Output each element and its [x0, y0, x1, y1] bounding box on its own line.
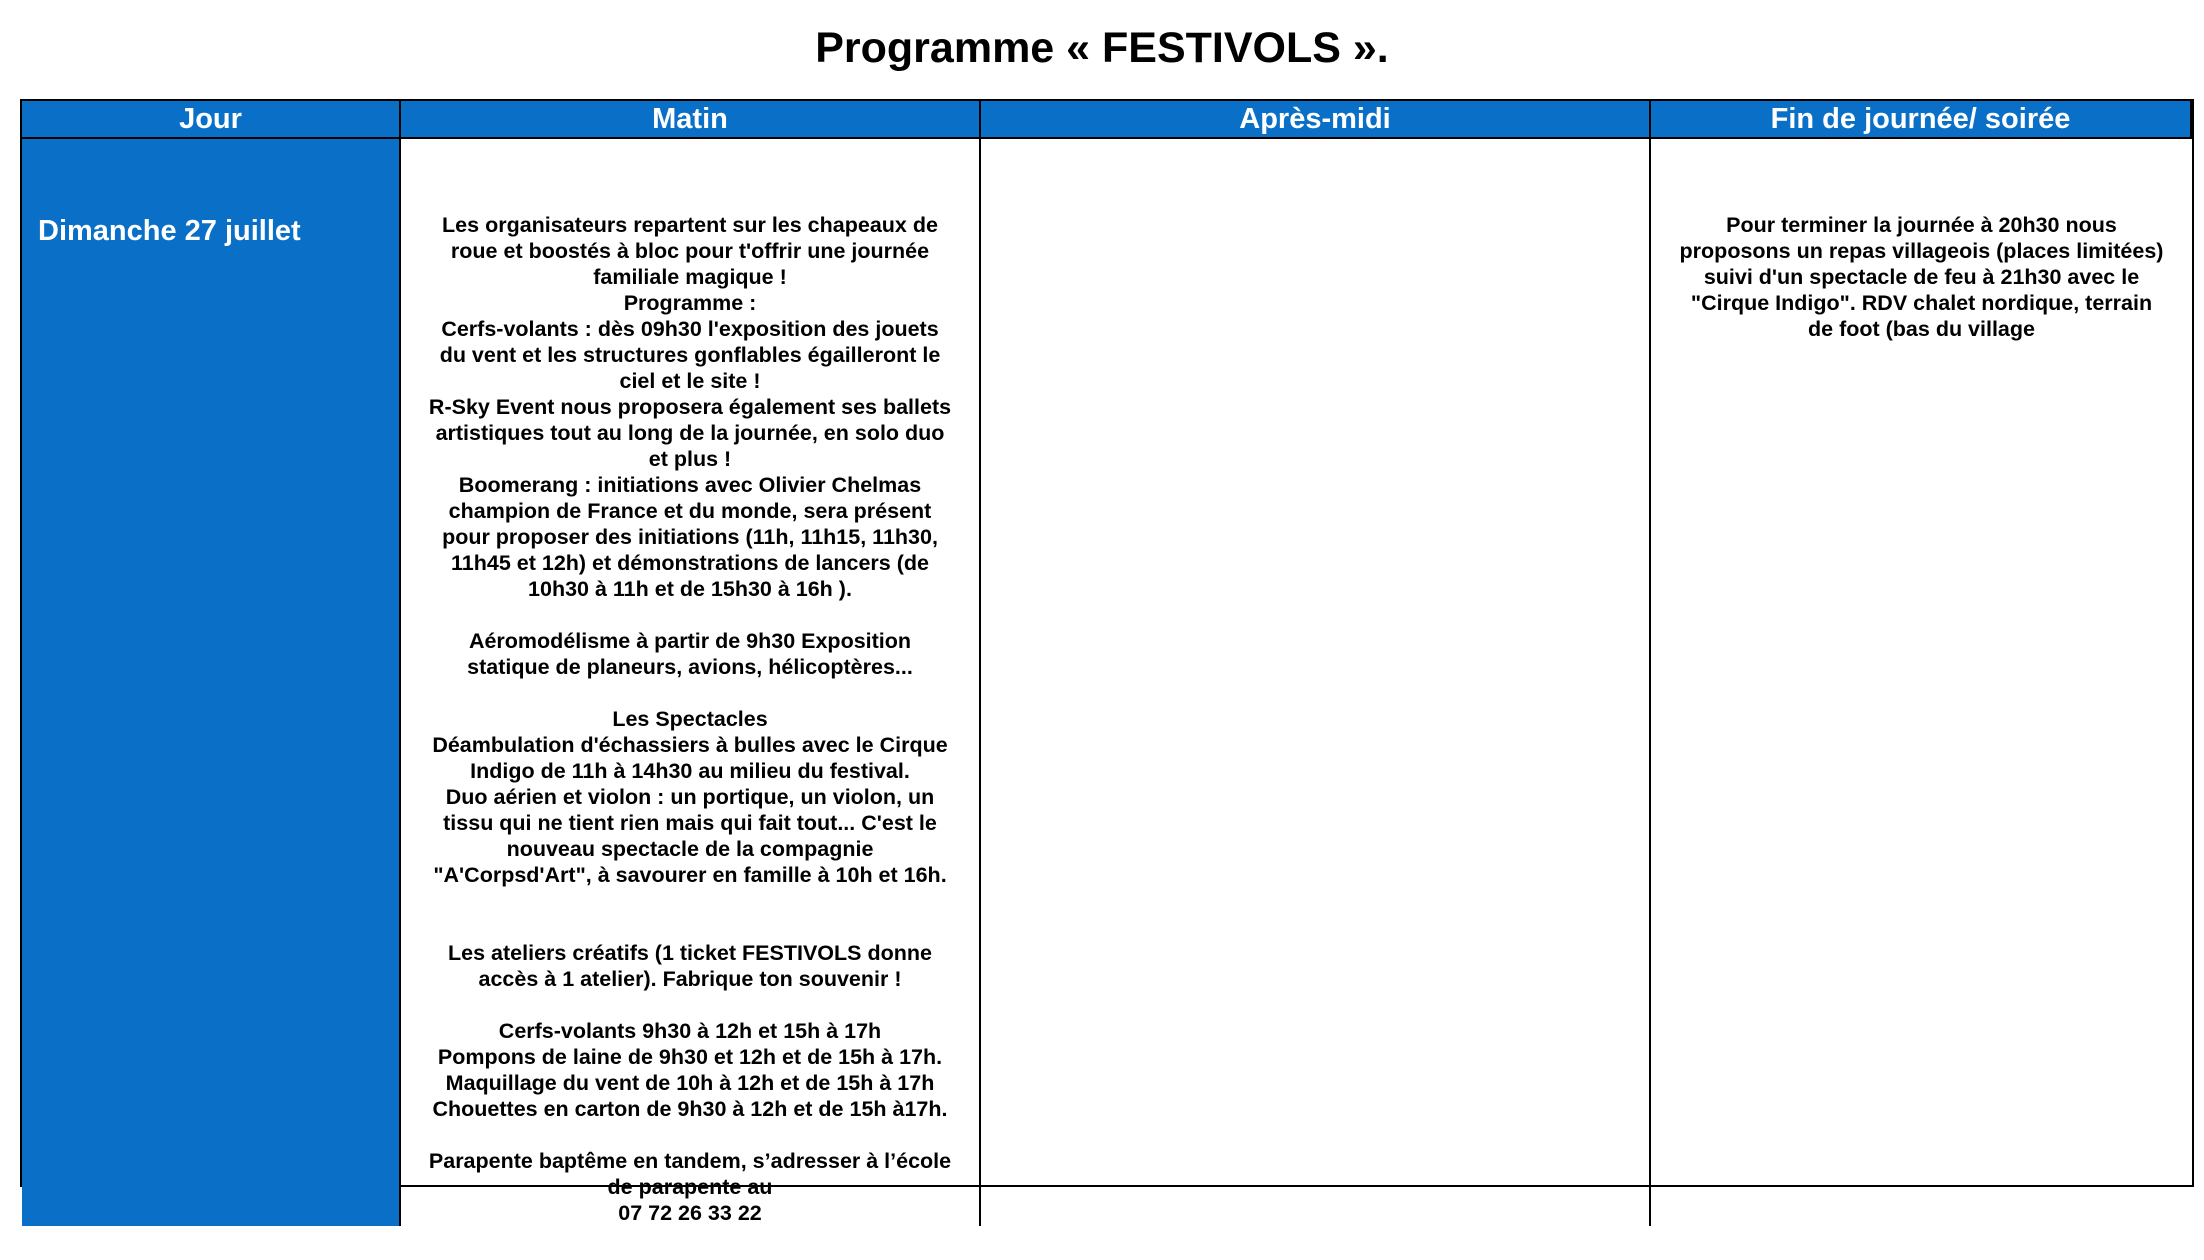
matin-text-line: artistiques tout au long de la journée, en solo duo: [435, 421, 945, 445]
soiree-text-line: "Cirque Indigo". RDV chalet nordique, terrain: [1690, 291, 2153, 315]
apres-midi-cell: [981, 139, 1651, 1226]
matin-text-line: R-Sky Event nous proposera également ses ballets: [428, 395, 952, 419]
column-header-matin: Matin: [401, 101, 981, 139]
matin-text-line: champion de France et du monde, sera présent: [448, 499, 932, 523]
matin-text-line: Indigo de 11h à 14h30 au milieu du festival.: [470, 759, 910, 783]
matin-text-line: Boomerang : initiations avec Olivier Chelmas: [458, 473, 922, 497]
soiree-text-line: de foot (bas du village: [1808, 317, 2035, 341]
matin-text-line: Les ateliers créatifs (1 ticket FESTIVOLS donne: [448, 941, 932, 965]
matin-text-line: accès à 1 atelier). Fabrique ton souvenir !: [478, 967, 902, 991]
matin-text-line: [409, 1122, 971, 1148]
matin-text-line: 11h45 et 12h) et démonstrations de lancers (de: [451, 551, 929, 575]
matin-text-line: [409, 602, 971, 628]
matin-text-line: Cerfs-volants 9h30 à 12h et 15h à 17h: [498, 1019, 882, 1043]
soiree-text-line: proposons un repas villageois (places limitées): [1679, 239, 2164, 263]
matin-text-line: statique de planeurs, avions, hélicoptères...: [467, 655, 913, 679]
matin-text-line: "A'Corpsd'Art", à savourer en famille à 10h et 16h.: [433, 863, 947, 887]
matin-text-line: ciel et le site !: [619, 369, 761, 393]
matin-cell: [401, 139, 981, 1226]
matin-text-line: Parapente baptême en tandem, s’adresser à l’école: [428, 1149, 952, 1173]
matin-text-line: pour proposer des initiations (11h, 11h15, 11h30,: [442, 525, 938, 549]
matin-text-line: et plus !: [648, 447, 732, 471]
matin-text-line: nouveau spectacle de la compagnie: [506, 837, 874, 861]
matin-text-line: [409, 992, 971, 1018]
matin-text-line: du vent et les structures gonflables égailleront le: [439, 343, 941, 367]
matin-text-line: 07 72 26 33 22: [618, 1201, 762, 1225]
matin-text-line: [409, 888, 971, 914]
matin-text-line: [409, 914, 971, 940]
matin-text-line: tissu qui ne tient rien mais qui fait tout... C'est le: [443, 811, 937, 835]
soiree-cell: [1651, 139, 2192, 1226]
matin-text-line: Chouettes en carton de 9h30 à 12h et de 15h à17h.: [432, 1097, 948, 1121]
matin-text-line: de parapente au: [607, 1175, 773, 1199]
column-header-jour: Jour: [22, 101, 401, 139]
column-header-apres-midi: Après-midi: [981, 101, 1651, 139]
matin-text-line: Les organisateurs repartent sur les chapeaux de: [442, 213, 938, 237]
soiree-text-line: suivi d'un spectacle de feu à 21h30 avec le: [1703, 265, 2140, 289]
soiree-text-line: Pour terminer la journée à 20h30 nous: [1726, 213, 2117, 237]
matin-text-line: roue et boostés à bloc pour t'offrir une journée: [450, 239, 930, 263]
page-title: Programme « FESTIVOLS ».: [815, 24, 1389, 72]
day-cell: Dimanche 27 juillet: [22, 139, 401, 1226]
matin-text-line: familiale magique !: [593, 265, 787, 289]
matin-text-line: Cerfs-volants : dès 09h30 l'exposition des jouets: [441, 317, 939, 341]
matin-text-line: [409, 680, 971, 706]
matin-text-line: Duo aérien et violon : un portique, un violon, un: [445, 785, 935, 809]
schedule-table: [20, 99, 2194, 1225]
matin-text-line: Maquillage du vent de 10h à 12h et de 15h à 17h: [445, 1071, 935, 1095]
matin-text-line: Aéromodélisme à partir de 9h30 Exposition: [468, 629, 912, 653]
matin-text-line: Programme :: [623, 291, 757, 315]
matin-text-line: 10h30 à 11h et de 15h30 à 16h ).: [528, 577, 852, 601]
column-header-soiree: Fin de journée/ soirée: [1651, 101, 2192, 139]
matin-text-line: Les Spectacles: [612, 707, 768, 731]
matin-text-line: Pompons de laine de 9h30 et 12h et de 15h à 17h.: [437, 1045, 943, 1069]
matin-text-line: Déambulation d'échassiers à bulles avec le Cirque: [432, 733, 948, 757]
